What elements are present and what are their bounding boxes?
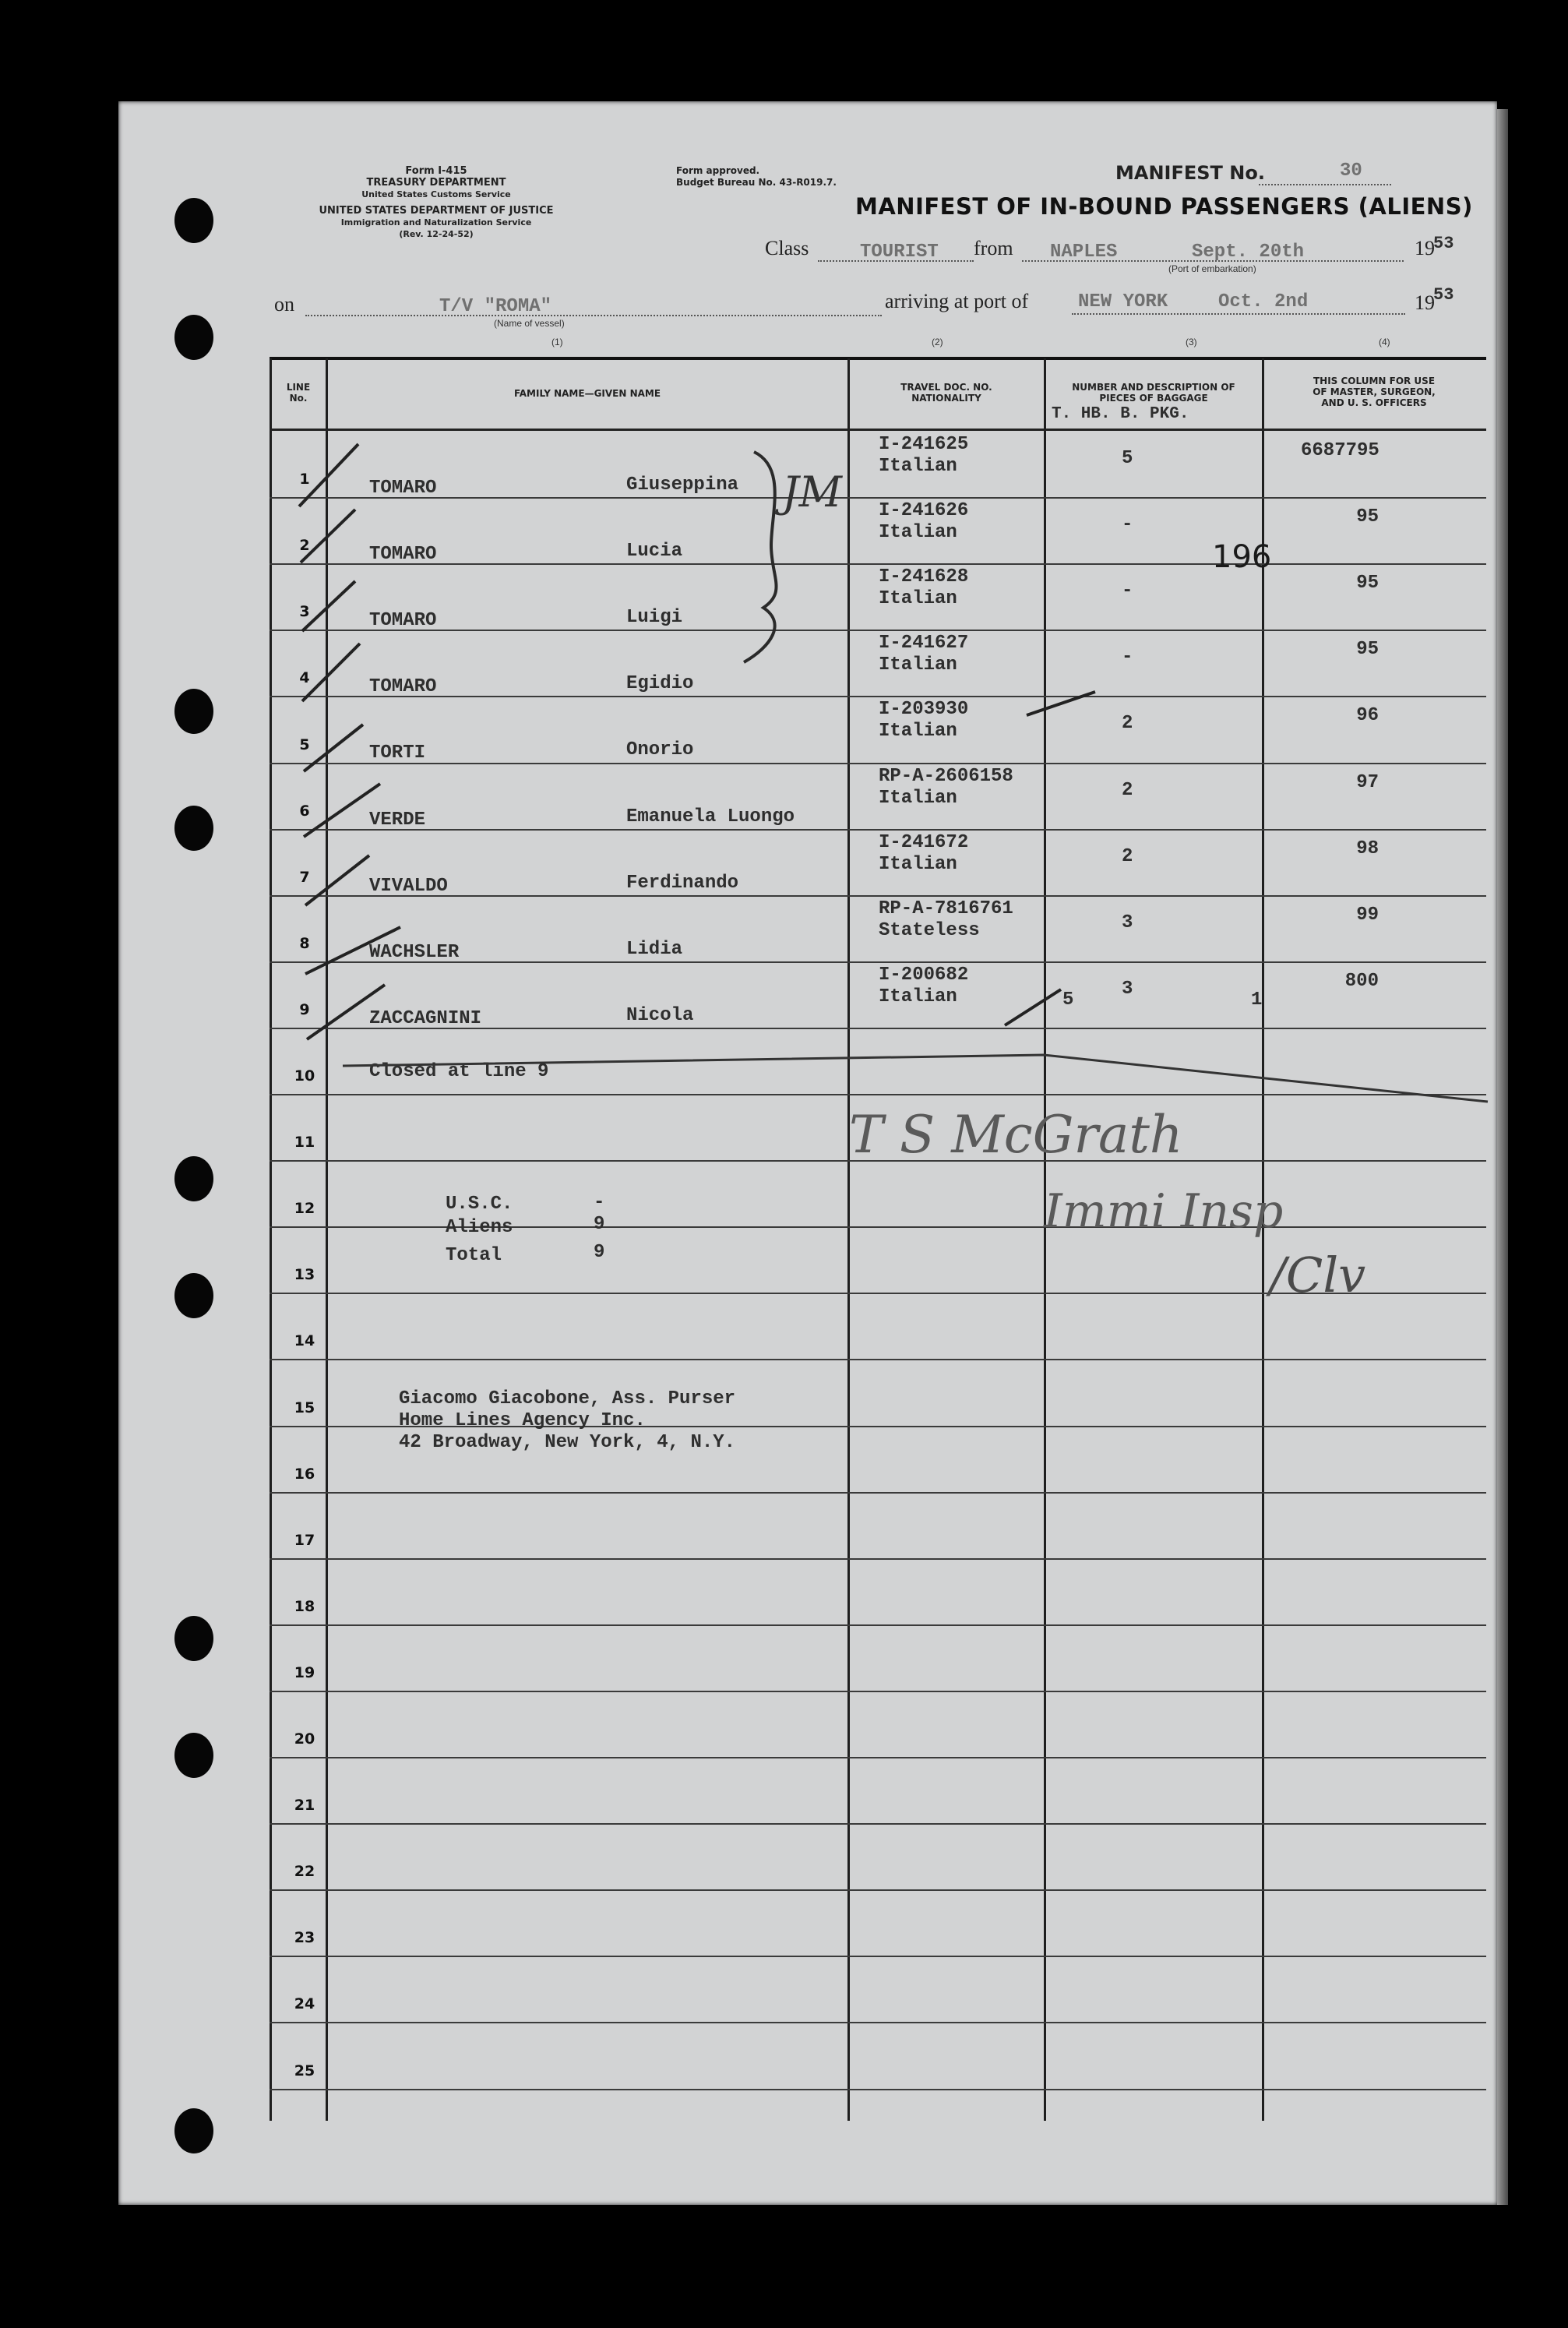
line-number: 25 [294, 2062, 315, 2079]
line-number: 11 [294, 1134, 315, 1151]
given-name: Emanuela Luongo [626, 806, 795, 827]
nationality: Italian [879, 456, 957, 477]
arrival-year-prefix: 19 [1415, 291, 1435, 314]
given-name: Luigi [626, 607, 683, 628]
line-number: 21 [294, 1797, 315, 1814]
baggage-hb: - [1122, 647, 1133, 668]
check-mark [305, 927, 400, 974]
baggage-hb: - [1122, 514, 1133, 535]
embark-date: Sept. 20th [1192, 242, 1305, 263]
signature-officer: T S McGrath [849, 1105, 1183, 1165]
travel-doc-no: I-241672 [879, 832, 969, 853]
manifest-no-value: 30 [1340, 160, 1362, 182]
year-value: 53 [1433, 234, 1454, 253]
line-number: 8 [299, 935, 310, 952]
travel-doc-no: I-241626 [879, 500, 969, 521]
aliens-value: 9 [594, 1214, 605, 1235]
usc-value: - [594, 1192, 605, 1213]
total-value: 9 [594, 1242, 605, 1263]
closed-at-line: Closed at line 9 [369, 1061, 549, 1082]
family-name: VERDE [369, 810, 426, 831]
baggage-hb: 2 [1122, 846, 1133, 867]
family-name: WACHSLER [369, 942, 460, 963]
col-header-baggage-2: PIECES OF BAGGAGE [1099, 393, 1208, 404]
margin-initial: JM [782, 467, 842, 517]
line-number: 5 [299, 736, 310, 753]
check-mark [304, 725, 363, 771]
given-name: Lucia [626, 541, 683, 562]
given-name: Egidio [626, 673, 694, 694]
brace-mark [744, 452, 777, 662]
line-number: 15 [294, 1399, 315, 1416]
arrival-port: NEW YORK [1078, 291, 1168, 312]
arriving-label: arriving at port of [885, 290, 1029, 312]
check-mark [307, 985, 385, 1039]
purser-line-1: Giacomo Giacobone, Ass. Purser [399, 1388, 736, 1409]
manifest-title: MANIFEST OF IN-BOUND PASSENGERS (ALIENS) [855, 193, 1473, 220]
dept-justice-sub: Immigration and Naturalization Service [340, 217, 532, 228]
total-label: Total [446, 1245, 502, 1266]
given-name: Nicola [626, 1005, 694, 1026]
revision: (Rev. 12-24-52) [399, 229, 474, 239]
travel-doc-no: RP-A-7816761 [879, 898, 1013, 919]
line-number: 7 [299, 869, 310, 886]
check-mark [302, 581, 355, 631]
line-number: 2 [299, 537, 310, 554]
baggage-hb: 2 [1122, 780, 1133, 801]
approval-line-2: Budget Bureau No. 43-R019.7. [676, 177, 837, 188]
travel-doc-no: I-200682 [879, 965, 969, 986]
officer-number: 97 [1356, 772, 1379, 793]
purser-line-2: Home Lines Agency Inc. [399, 1410, 646, 1431]
arrival-date: Oct. 2nd [1218, 291, 1309, 312]
baggage-hb: 3 [1122, 979, 1133, 1000]
col-num-4: (4) [1379, 337, 1390, 347]
family-name: TOMARO [369, 544, 437, 565]
col-header-line-2: No. [289, 393, 308, 404]
line-number: 4 [299, 669, 310, 686]
baggage-t: 5 [1062, 989, 1074, 1011]
line-number: 24 [294, 1995, 315, 2012]
port-embark-caption: (Port of embarkation) [1168, 263, 1256, 274]
col-num-1: (1) [551, 337, 563, 347]
baggage-hb: 2 [1122, 713, 1133, 734]
col-header-officers-3: AND U. S. OFFICERS [1321, 397, 1427, 408]
given-name: Ferdinando [626, 873, 739, 894]
line-number: 18 [294, 1598, 315, 1615]
travel-doc-no: I-203930 [879, 699, 969, 720]
dept-treasury-sub: United States Customs Service [361, 189, 511, 199]
col-header-baggage-1: NUMBER AND DESCRIPTION OF [1072, 382, 1235, 393]
col-header-doc-1: TRAVEL DOC. NO. [900, 382, 992, 393]
closing-strike-line [343, 1055, 1488, 1102]
family-name: TOMARO [369, 610, 437, 631]
aliens-label: Aliens [446, 1217, 513, 1238]
manifest-no-label: MANIFEST No. [1115, 162, 1265, 184]
family-name: VIVALDO [369, 876, 448, 897]
nationality: Italian [879, 788, 957, 809]
vessel-caption: (Name of vessel) [494, 318, 565, 329]
col-header-doc-2: NATIONALITY [911, 393, 981, 404]
officer-number: 99 [1356, 905, 1379, 926]
officer-number: 96 [1356, 705, 1379, 726]
class-label: Class [765, 237, 809, 259]
class-value: TOURIST [860, 242, 939, 263]
check-mark [304, 784, 380, 837]
check-mark [299, 444, 358, 506]
family-name: TOMARO [369, 676, 437, 697]
stamp-number: 196 [1212, 539, 1272, 575]
col-header-officers-2: OF MASTER, SURGEON, [1313, 386, 1436, 397]
line-number: 12 [294, 1200, 315, 1217]
travel-doc-no: RP-A-2606158 [879, 766, 1013, 787]
year-prefix: 19 [1415, 237, 1435, 259]
line-number: 16 [294, 1466, 315, 1483]
travel-doc-no: I-241627 [879, 633, 969, 654]
line-number: 20 [294, 1730, 315, 1748]
family-name: ZACCAGNINI [369, 1008, 482, 1029]
baggage-pkg: 1 [1251, 989, 1263, 1011]
dept-justice: UNITED STATES DEPARTMENT OF JUSTICE [319, 205, 554, 217]
line-number: 23 [294, 1929, 315, 1946]
officer-number: 95 [1356, 573, 1379, 594]
line-number: 14 [294, 1332, 315, 1349]
check-mark [1005, 989, 1061, 1025]
on-label: on [274, 293, 294, 316]
line-number: 3 [299, 603, 310, 620]
line-number: 22 [294, 1863, 315, 1880]
check-mark [302, 644, 360, 701]
nationality: Italian [879, 721, 957, 742]
check-mark [301, 510, 355, 563]
col-num-2: (2) [932, 337, 943, 347]
line-number: 9 [299, 1001, 310, 1018]
col-header-baggage-types: T. HB. B. PKG. [1052, 405, 1189, 423]
travel-doc-no: I-241625 [879, 434, 969, 455]
baggage-hb: 3 [1122, 912, 1133, 933]
nationality: Italian [879, 854, 957, 875]
travel-doc-no: I-241628 [879, 566, 969, 587]
given-name: Lidia [626, 939, 683, 960]
officer-number: 800 [1344, 971, 1379, 992]
col-num-3: (3) [1186, 337, 1197, 347]
embark-port: NAPLES [1050, 242, 1118, 263]
family-name: TOMARO [369, 478, 437, 499]
signature-initials: /Clv [1270, 1247, 1366, 1303]
officer-number: 95 [1356, 506, 1379, 527]
baggage-hb: 5 [1122, 448, 1133, 469]
given-name: Giuseppina [626, 474, 739, 496]
family-name: TORTI [369, 742, 426, 764]
arrival-year: 53 [1433, 285, 1454, 305]
line-number: 10 [294, 1067, 315, 1085]
officer-number: 98 [1356, 838, 1379, 859]
usc-label: U.S.C. [446, 1194, 513, 1215]
nationality: Italian [879, 654, 957, 675]
approval-line-1: Form approved. [676, 165, 760, 176]
line-number: 13 [294, 1266, 315, 1283]
baggage-hb: - [1122, 580, 1133, 601]
given-name: Onorio [626, 739, 694, 760]
from-label: from [974, 237, 1013, 259]
line-number: 17 [294, 1532, 315, 1549]
purser-line-3: 42 Broadway, New York, 4, N.Y. [399, 1432, 736, 1453]
form-number: Form I-415 [405, 165, 467, 177]
nationality: Italian [879, 986, 957, 1007]
check-mark [1027, 692, 1095, 715]
col-header-officers-1: THIS COLUMN FOR USE [1313, 376, 1436, 386]
vessel-name: T/V "ROMA" [439, 296, 552, 317]
line-number: 1 [299, 471, 310, 488]
officer-number: 6687795 [1301, 440, 1379, 461]
line-number: 19 [294, 1664, 315, 1681]
dept-treasury: TREASURY DEPARTMENT [366, 177, 506, 189]
officer-number: 95 [1356, 639, 1379, 660]
check-mark [305, 855, 369, 905]
line-number: 6 [299, 802, 310, 820]
nationality: Italian [879, 588, 957, 609]
nationality: Italian [879, 522, 957, 543]
signature-title: Immi Insp [1044, 1184, 1284, 1239]
col-header-name: FAMILY NAME—GIVEN NAME [513, 388, 661, 399]
nationality: Stateless [879, 920, 980, 941]
col-header-line-1: LINE [286, 382, 311, 393]
